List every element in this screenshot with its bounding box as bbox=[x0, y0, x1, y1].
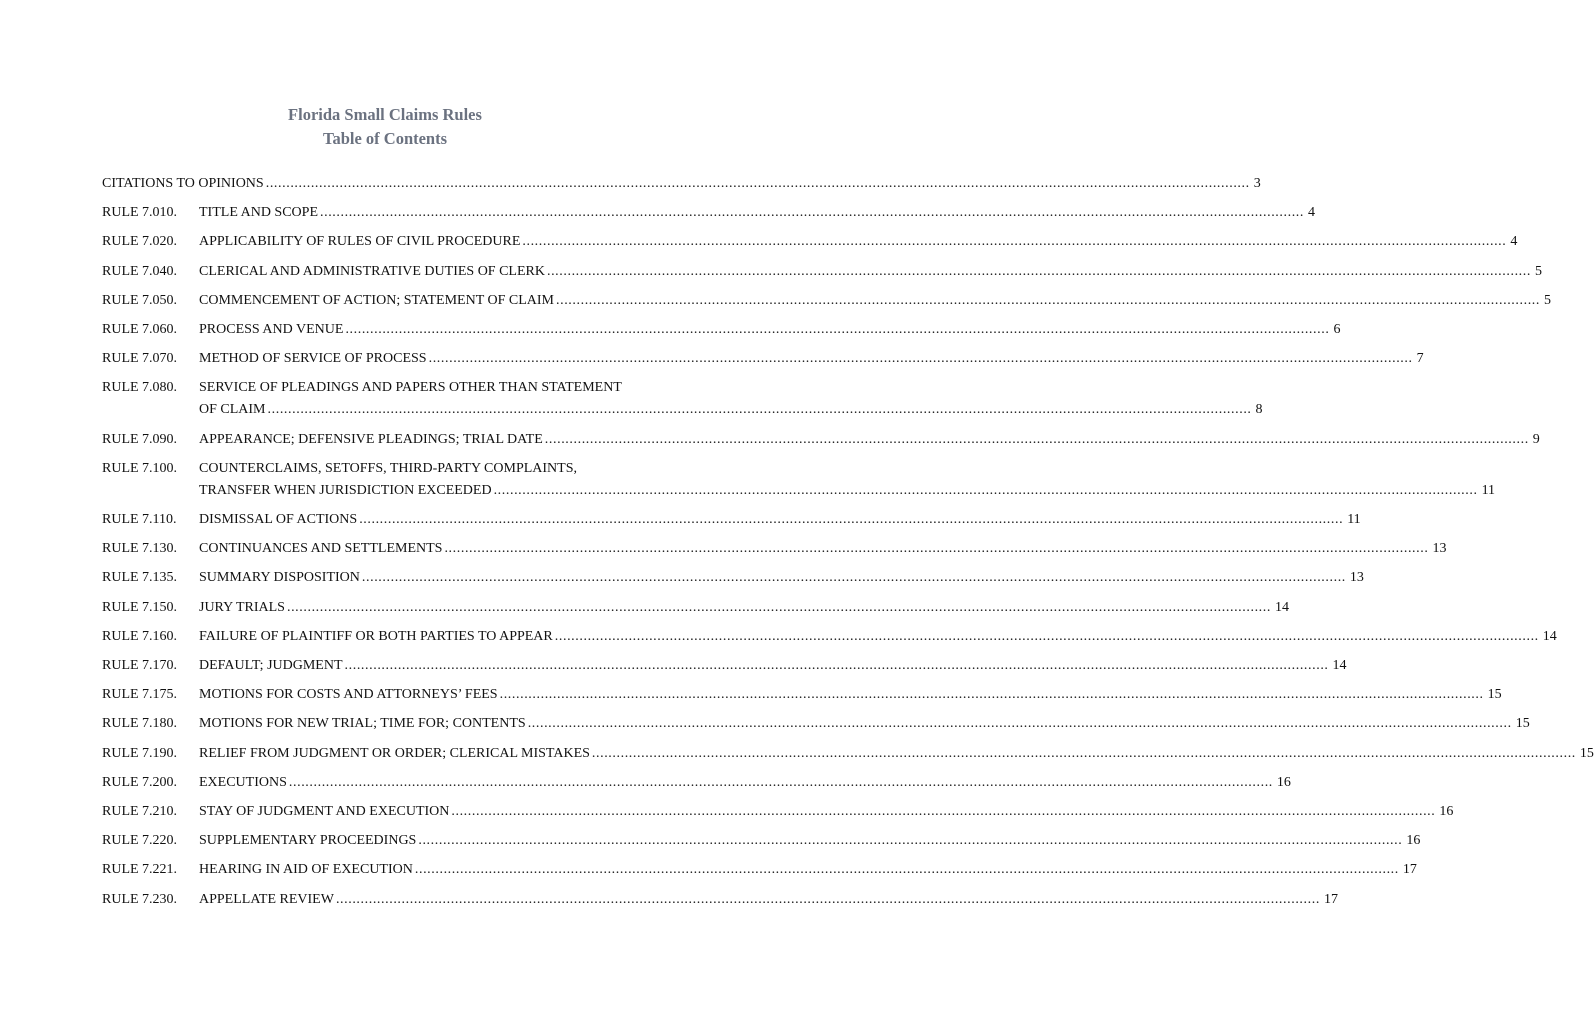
toc-entry-line bbox=[199, 567, 1364, 589]
toc-entry-line bbox=[199, 597, 1289, 619]
rule-title: MOTIONS FOR NEW TRIAL; TIME FOR; CONTENTS bbox=[199, 716, 526, 732]
leader-dots: ................................................................................................................................................................................................................................................ bbox=[286, 599, 1271, 615]
toc-entry-body bbox=[199, 655, 1347, 677]
rule-number: RULE 7.040. bbox=[102, 263, 178, 279]
toc-entry-line bbox=[199, 480, 1496, 502]
rule-number: RULE 7.070. bbox=[102, 351, 178, 367]
page-number: 5 bbox=[1544, 292, 1551, 308]
leader-dots: ................................................................................................................................................................................................................................................ bbox=[546, 263, 1531, 279]
page-number: 17 bbox=[1402, 862, 1417, 878]
leader-dots: ................................................................................................................................................................................................................................................ bbox=[591, 745, 1576, 761]
page-number: 6 bbox=[1333, 322, 1341, 337]
page-number: 17 bbox=[1323, 891, 1338, 907]
toc-entry-line bbox=[199, 889, 1338, 911]
leader-dots: ................................................................................................................................................................................................................................................ bbox=[522, 234, 1507, 250]
page-number: 8 bbox=[1255, 402, 1263, 418]
leader-dots: ................................................................................................................................................................................................................................................ bbox=[288, 774, 1273, 790]
leader-dots: ................................................................................................................................................................................................................................................ bbox=[361, 570, 1346, 586]
toc-entry-body bbox=[199, 231, 1518, 253]
page-number: 16 bbox=[1276, 774, 1291, 790]
page-number: 14 bbox=[1332, 658, 1347, 673]
leader-dots: ................................................................................................................................................................................................................................................ bbox=[359, 512, 1344, 527]
rule-title: DISMISSAL OF ACTIONS bbox=[199, 512, 358, 527]
toc-entry-line bbox=[199, 830, 1421, 852]
rule-title: CLERICAL AND ADMINISTRATIVE DUTIES OF CLERK bbox=[199, 263, 545, 279]
leader-dots: ................................................................................................................................................................................................................................................ bbox=[320, 205, 1304, 221]
toc-entry-line bbox=[199, 377, 668, 399]
leader-dots: ................................................................................................................................................................................................................................................ bbox=[414, 862, 1399, 878]
rule-number: RULE 7.221. bbox=[102, 862, 178, 878]
toc-entry-line bbox=[199, 509, 1361, 531]
page-number: 4 bbox=[1308, 205, 1315, 221]
leader-dots: ................................................................................................................................................................................................................................................ bbox=[345, 322, 1330, 337]
rule-number: RULE 7.180. bbox=[102, 716, 178, 732]
toc-entry-body bbox=[199, 889, 1338, 911]
toc-entry-body bbox=[199, 597, 1289, 619]
toc-entry-body bbox=[199, 538, 1447, 560]
toc-entry-line bbox=[199, 399, 1263, 421]
toc-entry-line bbox=[199, 743, 1594, 765]
toc-entry-line bbox=[199, 626, 1557, 648]
rule-title: CITATIONS TO OPINIONS bbox=[102, 176, 264, 191]
toc-entry-line bbox=[199, 655, 1347, 677]
page-number: 4 bbox=[1510, 234, 1518, 250]
toc-entry-line bbox=[199, 801, 1454, 823]
page-number: 16 bbox=[1406, 833, 1421, 849]
rule-title: DEFAULT; JUDGMENT bbox=[199, 658, 343, 673]
leader-dots: ................................................................................................................................................................................................................................................ bbox=[267, 402, 1252, 418]
rule-title: OF CLAIM bbox=[199, 402, 266, 418]
toc-entry-body bbox=[199, 377, 1263, 421]
rule-number: RULE 7.135. bbox=[102, 570, 178, 586]
rule-title: COUNTERCLAIMS, SETOFFS, THIRD-PARTY COMPLAINTS, bbox=[199, 460, 577, 476]
toc-entry-line bbox=[199, 458, 668, 480]
toc-entry-body bbox=[199, 743, 1594, 765]
toc-entry-line bbox=[199, 429, 1540, 451]
toc-entry-body bbox=[199, 684, 1502, 706]
toc-entry-line bbox=[102, 173, 1261, 195]
page-number: 13 bbox=[1432, 541, 1447, 557]
leader-dots: ................................................................................................................................................................................................................................................ bbox=[493, 482, 1478, 498]
rule-number: RULE 7.060. bbox=[102, 322, 178, 337]
page-number: 7 bbox=[1416, 351, 1424, 367]
leader-dots: ................................................................................................................................................................................................................................................ bbox=[344, 658, 1329, 673]
rule-title: PROCESS AND VENUE bbox=[199, 322, 344, 337]
toc-entry-body bbox=[199, 261, 1542, 283]
toc-entry-body bbox=[199, 290, 1551, 312]
leader-dots: ................................................................................................................................................................................................................................................ bbox=[544, 431, 1529, 447]
rule-number: RULE 7.090. bbox=[102, 431, 178, 447]
rule-title: FAILURE OF PLAINTIFF OR BOTH PARTIES TO APPEAR bbox=[199, 628, 553, 644]
rule-title: SUMMARY DISPOSITION bbox=[199, 570, 360, 586]
leader-dots: ................................................................................................................................................................................................................................................ bbox=[499, 687, 1484, 703]
rule-number: RULE 7.175. bbox=[102, 687, 178, 703]
toc-entry-body bbox=[199, 319, 1341, 341]
leader-dots: ................................................................................................................................................................................................................................................ bbox=[527, 716, 1512, 732]
toc-entry-line bbox=[199, 202, 1315, 224]
rule-title: TRANSFER WHEN JURISDICTION EXCEEDED bbox=[199, 482, 492, 498]
toc-entry-body bbox=[199, 772, 1291, 794]
rule-title: METHOD OF SERVICE OF PROCESS bbox=[199, 351, 427, 367]
toc-entry-body bbox=[199, 429, 1540, 451]
leader-dots: ................................................................................................................................................................................................................................................ bbox=[556, 292, 1540, 308]
rule-title: TITLE AND SCOPE bbox=[199, 205, 318, 221]
leader-dots: ................................................................................................................................................................................................................................................ bbox=[418, 833, 1403, 849]
toc-entry-line bbox=[199, 713, 1530, 735]
rule-number: RULE 7.050. bbox=[102, 292, 178, 308]
page-number: 11 bbox=[1481, 482, 1496, 498]
rule-title: APPLICABILITY OF RULES OF CIVIL PROCEDURE bbox=[199, 234, 521, 250]
rule-title: RELIEF FROM JUDGMENT OR ORDER; CLERICAL MISTAKES bbox=[199, 745, 590, 761]
toc-entry-line bbox=[199, 261, 1542, 283]
leader-dots: ................................................................................................................................................................................................................................................ bbox=[451, 804, 1436, 819]
leader-dots: ................................................................................................................................................................................................................................................ bbox=[444, 541, 1429, 557]
toc-entry-body bbox=[102, 173, 1261, 195]
page-number: 3 bbox=[1253, 176, 1261, 191]
rule-number: RULE 7.080. bbox=[102, 380, 178, 396]
rule-title: CONTINUANCES AND SETTLEMENTS bbox=[199, 541, 443, 557]
page-number: 5 bbox=[1534, 263, 1542, 279]
rule-number: RULE 7.210. bbox=[102, 804, 178, 819]
rule-number: RULE 7.010. bbox=[102, 205, 178, 221]
rule-title: JURY TRIALS bbox=[199, 599, 285, 615]
document-subtitle: Table of Contents bbox=[322, 129, 448, 148]
toc-entry-body bbox=[199, 801, 1454, 823]
rule-title: SERVICE OF PLEADINGS AND PAPERS OTHER THAN STATEMENT bbox=[199, 380, 622, 396]
leader-dots: ................................................................................................................................................................................................................................................ bbox=[428, 351, 1413, 367]
toc-entry-body bbox=[199, 713, 1530, 735]
toc-entry-body bbox=[199, 859, 1417, 881]
page-number: 14 bbox=[1542, 628, 1557, 644]
toc-entry-line bbox=[199, 538, 1447, 560]
rule-number: RULE 7.160. bbox=[102, 628, 178, 644]
rule-title: APPEARANCE; DEFENSIVE PLEADINGS; TRIAL DATE bbox=[199, 431, 543, 447]
rule-number: RULE 7.220. bbox=[102, 833, 178, 849]
page-number: 14 bbox=[1274, 599, 1289, 615]
toc-entry-line bbox=[199, 231, 1518, 253]
page-number: 13 bbox=[1349, 570, 1364, 586]
rule-number: RULE 7.100. bbox=[102, 460, 178, 476]
rule-number: RULE 7.230. bbox=[102, 891, 178, 907]
rule-number: RULE 7.110. bbox=[102, 512, 177, 527]
rule-number: RULE 7.130. bbox=[102, 541, 178, 557]
page-number: 11 bbox=[1347, 512, 1361, 527]
leader-dots: ................................................................................................................................................................................................................................................ bbox=[335, 891, 1320, 907]
page-number: 15 bbox=[1487, 687, 1502, 703]
rule-title: EXECUTIONS bbox=[199, 774, 287, 790]
rule-title: APPELLATE REVIEW bbox=[199, 891, 334, 907]
rule-number: RULE 7.200. bbox=[102, 774, 178, 790]
toc-entry-body bbox=[199, 626, 1557, 648]
toc-entry-body bbox=[199, 567, 1364, 589]
page-number: 15 bbox=[1515, 716, 1530, 732]
rule-title: SUPPLEMENTARY PROCEEDINGS bbox=[199, 833, 417, 849]
toc-entry-line bbox=[199, 859, 1417, 881]
rule-title: HEARING IN AID OF EXECUTION bbox=[199, 862, 413, 878]
rule-number: RULE 7.020. bbox=[102, 234, 178, 250]
toc-entry-line bbox=[199, 684, 1502, 706]
toc-entry-body bbox=[199, 509, 1361, 531]
leader-dots: ................................................................................................................................................................................................................................................ bbox=[554, 628, 1539, 644]
rule-number: RULE 7.170. bbox=[102, 658, 178, 673]
toc-entry-body bbox=[199, 458, 1496, 502]
page-number: 16 bbox=[1439, 804, 1454, 819]
rule-title: STAY OF JUDGMENT AND EXECUTION bbox=[199, 804, 450, 819]
toc-entry-body bbox=[199, 830, 1421, 852]
rule-title: COMMENCEMENT OF ACTION; STATEMENT OF CLAIM bbox=[199, 292, 554, 308]
toc-entry-line bbox=[199, 348, 1424, 370]
toc-entry-body bbox=[199, 202, 1315, 224]
rule-title: MOTIONS FOR COSTS AND ATTORNEYS’ FEES bbox=[199, 687, 498, 703]
rule-number: RULE 7.150. bbox=[102, 599, 178, 615]
toc-entry-line bbox=[199, 319, 1341, 341]
page-number: 15 bbox=[1579, 745, 1594, 761]
toc-entry-line bbox=[199, 290, 1551, 312]
page-number: 9 bbox=[1532, 431, 1540, 447]
rule-number: RULE 7.190. bbox=[102, 745, 178, 761]
leader-dots: ................................................................................................................................................................................................................................................ bbox=[265, 176, 1250, 191]
document-title: Florida Small Claims Rules bbox=[288, 105, 482, 124]
toc-entry-line bbox=[199, 772, 1291, 794]
toc-entry-body bbox=[199, 348, 1424, 370]
